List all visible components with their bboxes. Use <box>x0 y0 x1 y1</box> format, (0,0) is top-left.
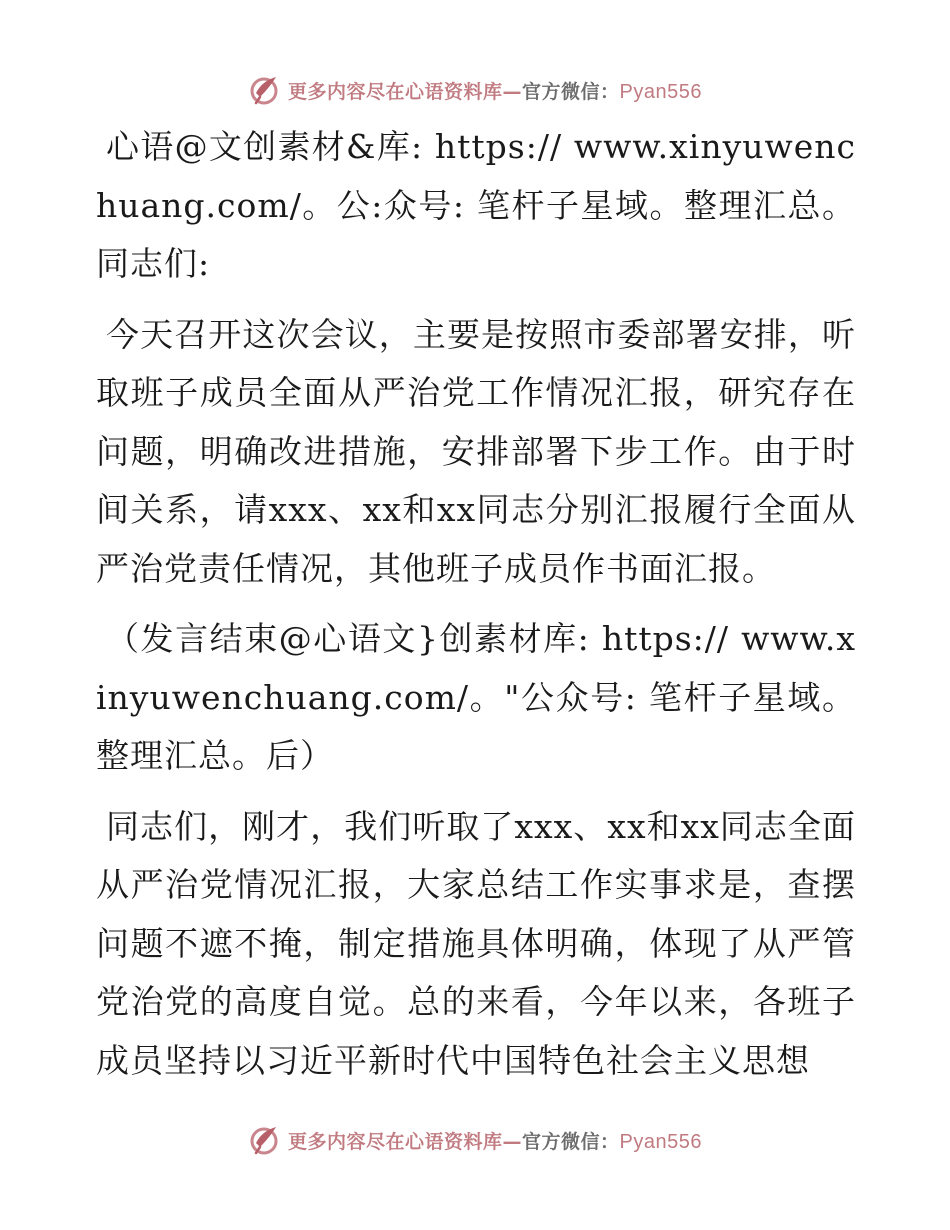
header-official-label: 官方微信： <box>522 80 620 103</box>
header-wechat-id: Pyan556 <box>619 80 702 103</box>
footer-banner <box>0 1118 950 1162</box>
header-banner-text <box>288 77 702 104</box>
paragraph-intro: 心语@文创素材&库: https:// www.xinyuwenchuang.com/。公:众号: 笔杆子星域。整理汇总。同志们: <box>96 127 856 283</box>
paragraph-meeting-purpose: 今天召开这次会议，主要是按照市委部署安排，听取班子成员全面从严治党工作情况汇报，研究存在问题，明确改进措施，安排部署下步工作。由于时间关系，请xxx、xx和xx同志分别汇报履行全面从严治党责任情况，其他班子成员作书面汇报。 <box>96 314 856 588</box>
footer-dash: — <box>502 1130 523 1153</box>
footer-banner-text <box>288 1127 702 1154</box>
paragraph-summary: 同志们，刚才，我们听取了xxx、xx和xx同志全面从严治党情况汇报，大家总结工作实事求是，查摆问题不遮不掩，制定措施具体明确，体现了从严管党治党的高度自觉。总的来看，今年以来，各班子成员坚持以习近平新时代中国特色社会主义思想 <box>96 806 856 1080</box>
pen-logo-icon <box>248 1123 282 1157</box>
footer-wechat-id: Pyan556 <box>619 1130 702 1153</box>
header-dash: — <box>502 80 523 103</box>
pen-logo-icon <box>248 73 282 107</box>
footer-official-label: 官方微信： <box>522 1130 620 1153</box>
header-banner <box>0 68 950 112</box>
footer-brand-text: 更多内容尽在心语资料库 <box>288 1130 503 1153</box>
paragraph-note: （发言结束@心语文}创素材库: https:// www.xinyuwenchuang.com/。"公众号: 笔杆子星域。整理汇总。后） <box>96 619 856 775</box>
document-body <box>96 118 856 1102</box>
header-brand-text: 更多内容尽在心语资料库 <box>288 80 503 103</box>
